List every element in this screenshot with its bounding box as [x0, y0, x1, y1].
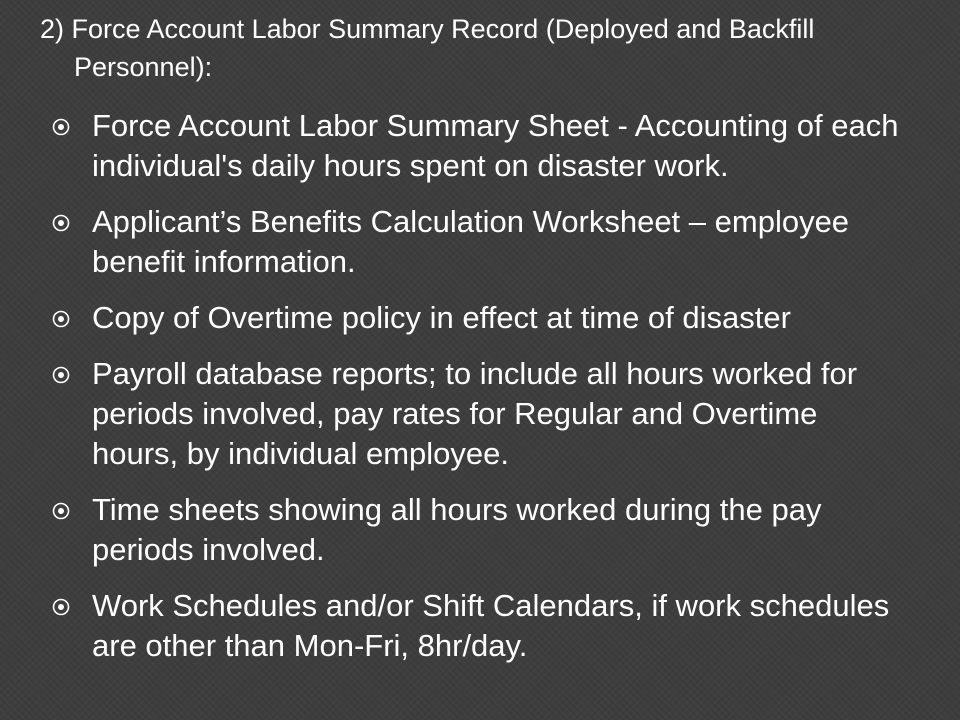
bullet-item — [48, 586, 908, 666]
bullet-item — [48, 202, 908, 282]
circle-dot-bullet-icon — [52, 366, 70, 384]
bullet-item — [48, 298, 908, 338]
circle-dot-bullet-icon — [52, 118, 70, 136]
circle-dot-bullet-icon — [52, 310, 70, 328]
bullet-item — [48, 354, 908, 474]
bullet-text: Copy of Overtime policy in effect at time of disaster — [92, 300, 791, 335]
circle-dot-bullet-icon — [52, 214, 70, 232]
bullet-text: Applicant’s Benefits Calculation Worksheet – employee benefit information. — [92, 204, 850, 279]
circle-dot-bullet-icon — [52, 598, 70, 616]
circle-dot-bullet-icon — [52, 502, 70, 520]
bullet-list — [48, 106, 908, 682]
bullet-item — [48, 106, 908, 186]
slide-heading: 2) Force Account Labor Summary Record (Deployed and Backfill Personnel): — [40, 14, 815, 82]
bullet-text: Force Account Labor Summary Sheet - Accounting of each individual's daily hours spent on disaster work. — [92, 108, 899, 183]
bullet-item — [48, 490, 908, 570]
bullet-text: Work Schedules and/or Shift Calendars, if work schedules are other than Mon-Fri, 8hr/day. — [92, 588, 890, 663]
bullet-text: Payroll database reports; to include all hours worked for periods involved, pay rates for Regular and Overtime hours, by individual employee. — [92, 356, 858, 471]
bullet-text: Time sheets showing all hours worked during the pay periods involved. — [92, 492, 822, 567]
